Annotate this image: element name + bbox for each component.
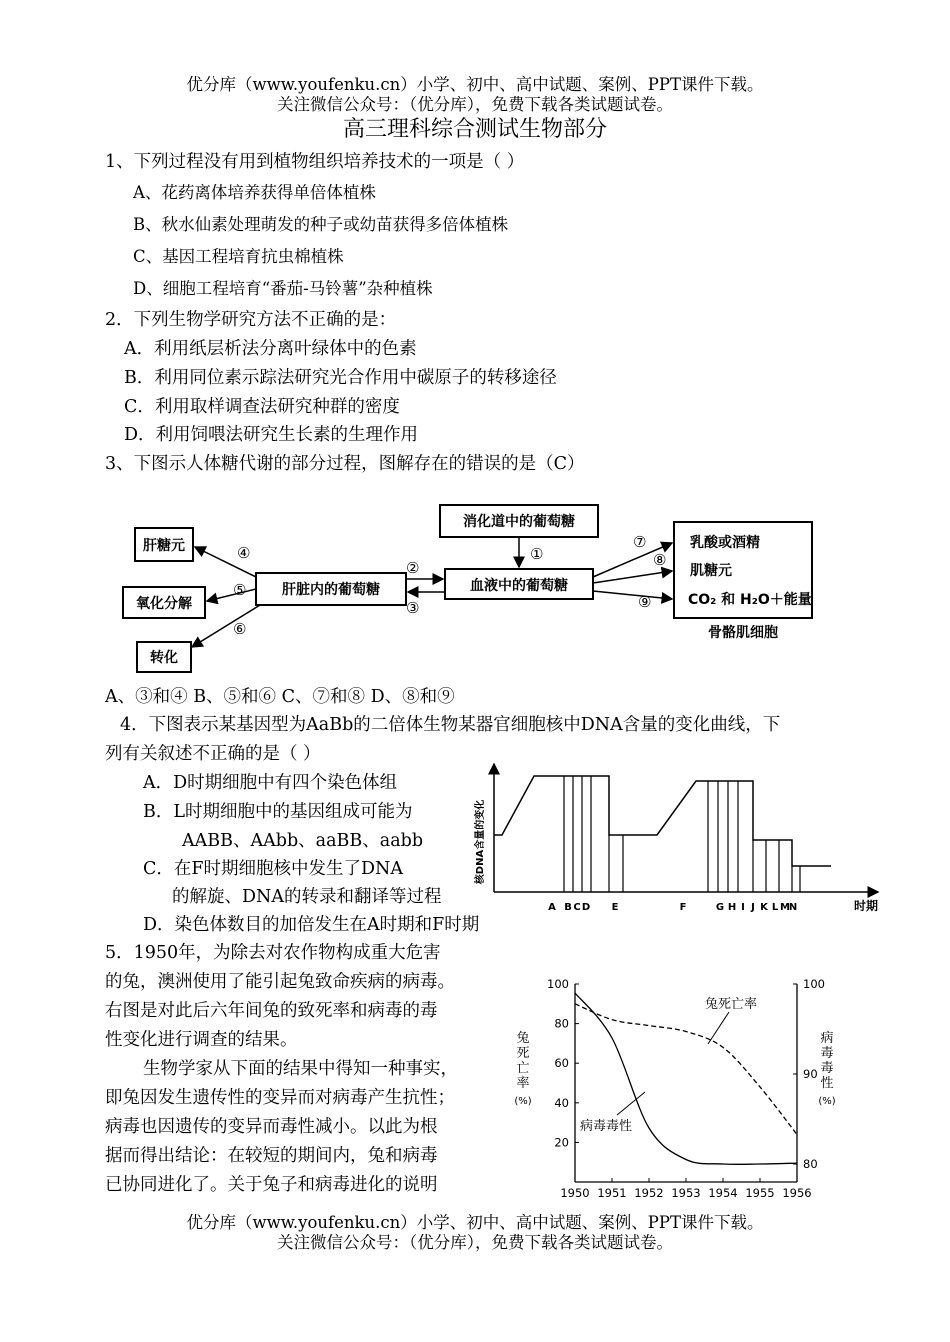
y-right-title: [818, 1031, 835, 1107]
svg-text:毒: 毒: [820, 1061, 834, 1076]
tick-I: I: [741, 902, 745, 913]
label-energy: CO₂ 和 H₂O＋能量: [688, 592, 812, 608]
arrow-6: [192, 605, 260, 647]
svg-text:死: 死: [516, 1046, 530, 1061]
dna-tick-labels: [548, 898, 878, 913]
tick-E: E: [611, 902, 619, 913]
label-liver-glycogen: 肝糖元: [143, 538, 185, 554]
num-5: ⑤: [233, 581, 247, 599]
q1-stem: 1、下列过程没有用到植物组织培养技术的一项是（ ）: [105, 152, 525, 172]
arrow-8: [593, 571, 672, 583]
q4-option-a: A．D时期细胞中有四个染色体组: [143, 773, 398, 793]
tick-G: G: [715, 902, 725, 913]
q4-option-d: D．染色体数目的加倍发生在A时期和F时期: [143, 915, 480, 935]
x-tick-label: 1955: [745, 1186, 775, 1200]
tick-M: M: [780, 902, 790, 913]
dna-division-bars: [564, 776, 800, 892]
num-3: ③: [406, 599, 420, 617]
tick-L: L: [771, 902, 779, 913]
q1-option-d: D、细胞工程培育“番茄-马铃薯”杂种植株: [133, 279, 433, 298]
num-6: ⑥: [233, 620, 247, 638]
svg-text:毒: 毒: [820, 1046, 834, 1061]
y-left-title: [514, 1031, 531, 1107]
sugar-metabolism-diagram: [100, 495, 840, 680]
dna-chart-ylabel: 核DNA含量的变化: [475, 799, 486, 885]
dna-curve: [494, 776, 831, 866]
tick-F: F: [679, 902, 687, 913]
svg-text:率: 率: [516, 1076, 530, 1091]
q1-option-a: A、花药离体培养获得单倍体植株: [133, 183, 376, 202]
q1-option-b: B、秋水仙素处理萌发的种子或幼苗获得多倍体植株: [133, 215, 509, 234]
series-label-virus: 病毒毒性: [580, 1119, 633, 1134]
x-tick-label: 1954: [708, 1186, 738, 1200]
q5-line-9: 已协同进化了。关于兔子和病毒进化的说明: [105, 1175, 438, 1195]
q4-option-c-1: C．在F时期细胞核中发生了DNA: [143, 859, 404, 879]
q5-line-8: 据而得出结论：在较短的期间内，兔和病毒: [105, 1146, 438, 1166]
tick-B: B: [564, 902, 572, 913]
svg-text:病: 病: [820, 1031, 834, 1046]
footer-line-2: 关注微信公众号：（优分库），免费下载各类试题试卷。: [277, 1233, 673, 1252]
tick-C: C: [573, 902, 581, 913]
series-label-rabbit: 兔死亡率: [705, 997, 758, 1012]
q5-line-4: 性变化进行调查的结果。: [105, 1030, 298, 1050]
tick-J: J: [751, 902, 755, 913]
y-left-tick-label: 80: [554, 1016, 569, 1031]
tick-A: A: [548, 902, 556, 913]
q5-line-5: 生物学家从下面的结果中得知一种事实，: [143, 1059, 458, 1079]
q2-option-a: A．利用纸层析法分离叶绿体中的色素: [124, 339, 417, 359]
q3-options: A、③和④ B、⑤和⑥ C、⑦和⑧ D、⑧和⑨: [105, 687, 455, 707]
q5-line-7: 病毒也因遗传的变异而毒性减小。以此为根: [105, 1117, 438, 1137]
label-liver-glucose: 肝脏内的葡萄糖: [282, 582, 380, 598]
q1-option-c: C、基因工程培育抗虫棉植株: [133, 247, 344, 266]
y-left-tick-label: 40: [554, 1095, 569, 1110]
num-7: ⑦: [633, 533, 647, 551]
label-blood-glucose: 血液中的葡萄糖: [470, 578, 568, 594]
q2-option-c: C．利用取样调查法研究种群的密度: [124, 397, 400, 417]
arrow-9: [593, 591, 672, 599]
svg-text:亡: 亡: [516, 1061, 530, 1076]
q3-stem: 3、下图示人体糖代谢的部分过程，图解存在的错误的是（C）: [105, 454, 585, 474]
label-muscle-glycogen: 肌糖元: [690, 563, 732, 579]
num-9: ⑨: [638, 593, 652, 611]
q4-stem-2: 列有关叙述不正确的是（ ）: [105, 744, 321, 764]
y-left-tick-label: 60: [554, 1056, 569, 1071]
page-title: 高三理科综合测试生物部分: [342, 117, 607, 142]
num-8: ⑧: [653, 551, 667, 569]
dna-content-chart: [470, 762, 890, 917]
label-oxidation: 氧化分解: [136, 596, 192, 612]
q4-option-b-2: AABB、AAbb、aaBB、aabb: [182, 831, 424, 851]
arrow-5: [207, 589, 256, 601]
pointer-rabbit: [708, 1012, 729, 1044]
svg-text:性: 性: [820, 1076, 834, 1091]
rabbit-virus-chart: [505, 970, 840, 1202]
num-1: ①: [530, 545, 544, 563]
q2-stem: 2．下列生物学研究方法不正确的是：: [105, 310, 397, 330]
label-lactic: 乳酸或酒精: [690, 535, 760, 551]
svg-text:(%): (%): [514, 1096, 532, 1107]
header-line-1: 优分库（www.youfenku.cn）小学、初中、高中试题、案例、PPT课件下载。: [186, 75, 764, 94]
tick-H: H: [727, 902, 737, 913]
tick-D: D: [581, 902, 591, 913]
tick-N: N: [788, 902, 798, 913]
q5-line-2: 的兔，澳洲使用了能引起兔致命疾病的病毒。: [105, 972, 455, 992]
x-tick-label: 1956: [782, 1186, 812, 1200]
q5-line-6: 即兔因发生遗传性的变异而对病毒产生抗性；: [105, 1088, 455, 1108]
x-tick-label: 1952: [634, 1186, 664, 1200]
num-4: ④: [237, 544, 251, 562]
q2-option-b: B．利用同位素示踪法研究光合作用中碳原子的转移途径: [124, 368, 557, 388]
q4-option-c-2: 的解旋、DNA的转录和翻译等过程: [172, 887, 442, 907]
q2-option-d: D．利用饲喂法研究生长素的生理作用: [124, 425, 419, 445]
svg-text:(%): (%): [818, 1096, 836, 1107]
y-right-tick-label: 80: [803, 1157, 818, 1171]
label-conversion: 转化: [150, 650, 178, 666]
y-right-tick-label: 90: [803, 1067, 818, 1081]
footer-line-1: 优分库（www.youfenku.cn）小学、初中、高中试题、案例、PPT课件下载。: [186, 1213, 764, 1232]
q4-stem-1: 4．下图表示某基因型为AaBb的二倍体生物某器官细胞核中DNA含量的变化曲线，下: [120, 715, 781, 735]
x-tick-label: 1951: [597, 1186, 627, 1200]
q4-option-b-1: B．L时期细胞中的基因组成可能为: [143, 802, 413, 822]
x-tick-label: 1950: [560, 1186, 590, 1200]
q5-line-1: 5．1950年，为除去对农作物构成重大危害: [105, 943, 441, 963]
label-digestive-glucose: 消化道中的葡萄糖: [463, 514, 575, 530]
y-right-tick-label: 100: [803, 977, 825, 991]
y-left-tick-label: 100: [547, 977, 569, 991]
label-muscle-cell: 骨骼肌细胞: [708, 625, 778, 641]
series-rabbit-mortality: [575, 1004, 797, 1135]
dna-chart-xlabel: 时期: [853, 899, 879, 913]
y-left-tick-label: 20: [554, 1135, 569, 1150]
tick-K: K: [760, 902, 768, 913]
q5-line-3: 右图是对此后六年间兔的致死率和病毒的毒: [105, 1001, 438, 1021]
x-tick-label: 1953: [671, 1186, 701, 1200]
header-line-2: 关注微信公众号：（优分库），免费下载各类试题试卷。: [277, 95, 673, 114]
num-2: ②: [406, 559, 420, 577]
svg-text:兔: 兔: [516, 1031, 530, 1046]
